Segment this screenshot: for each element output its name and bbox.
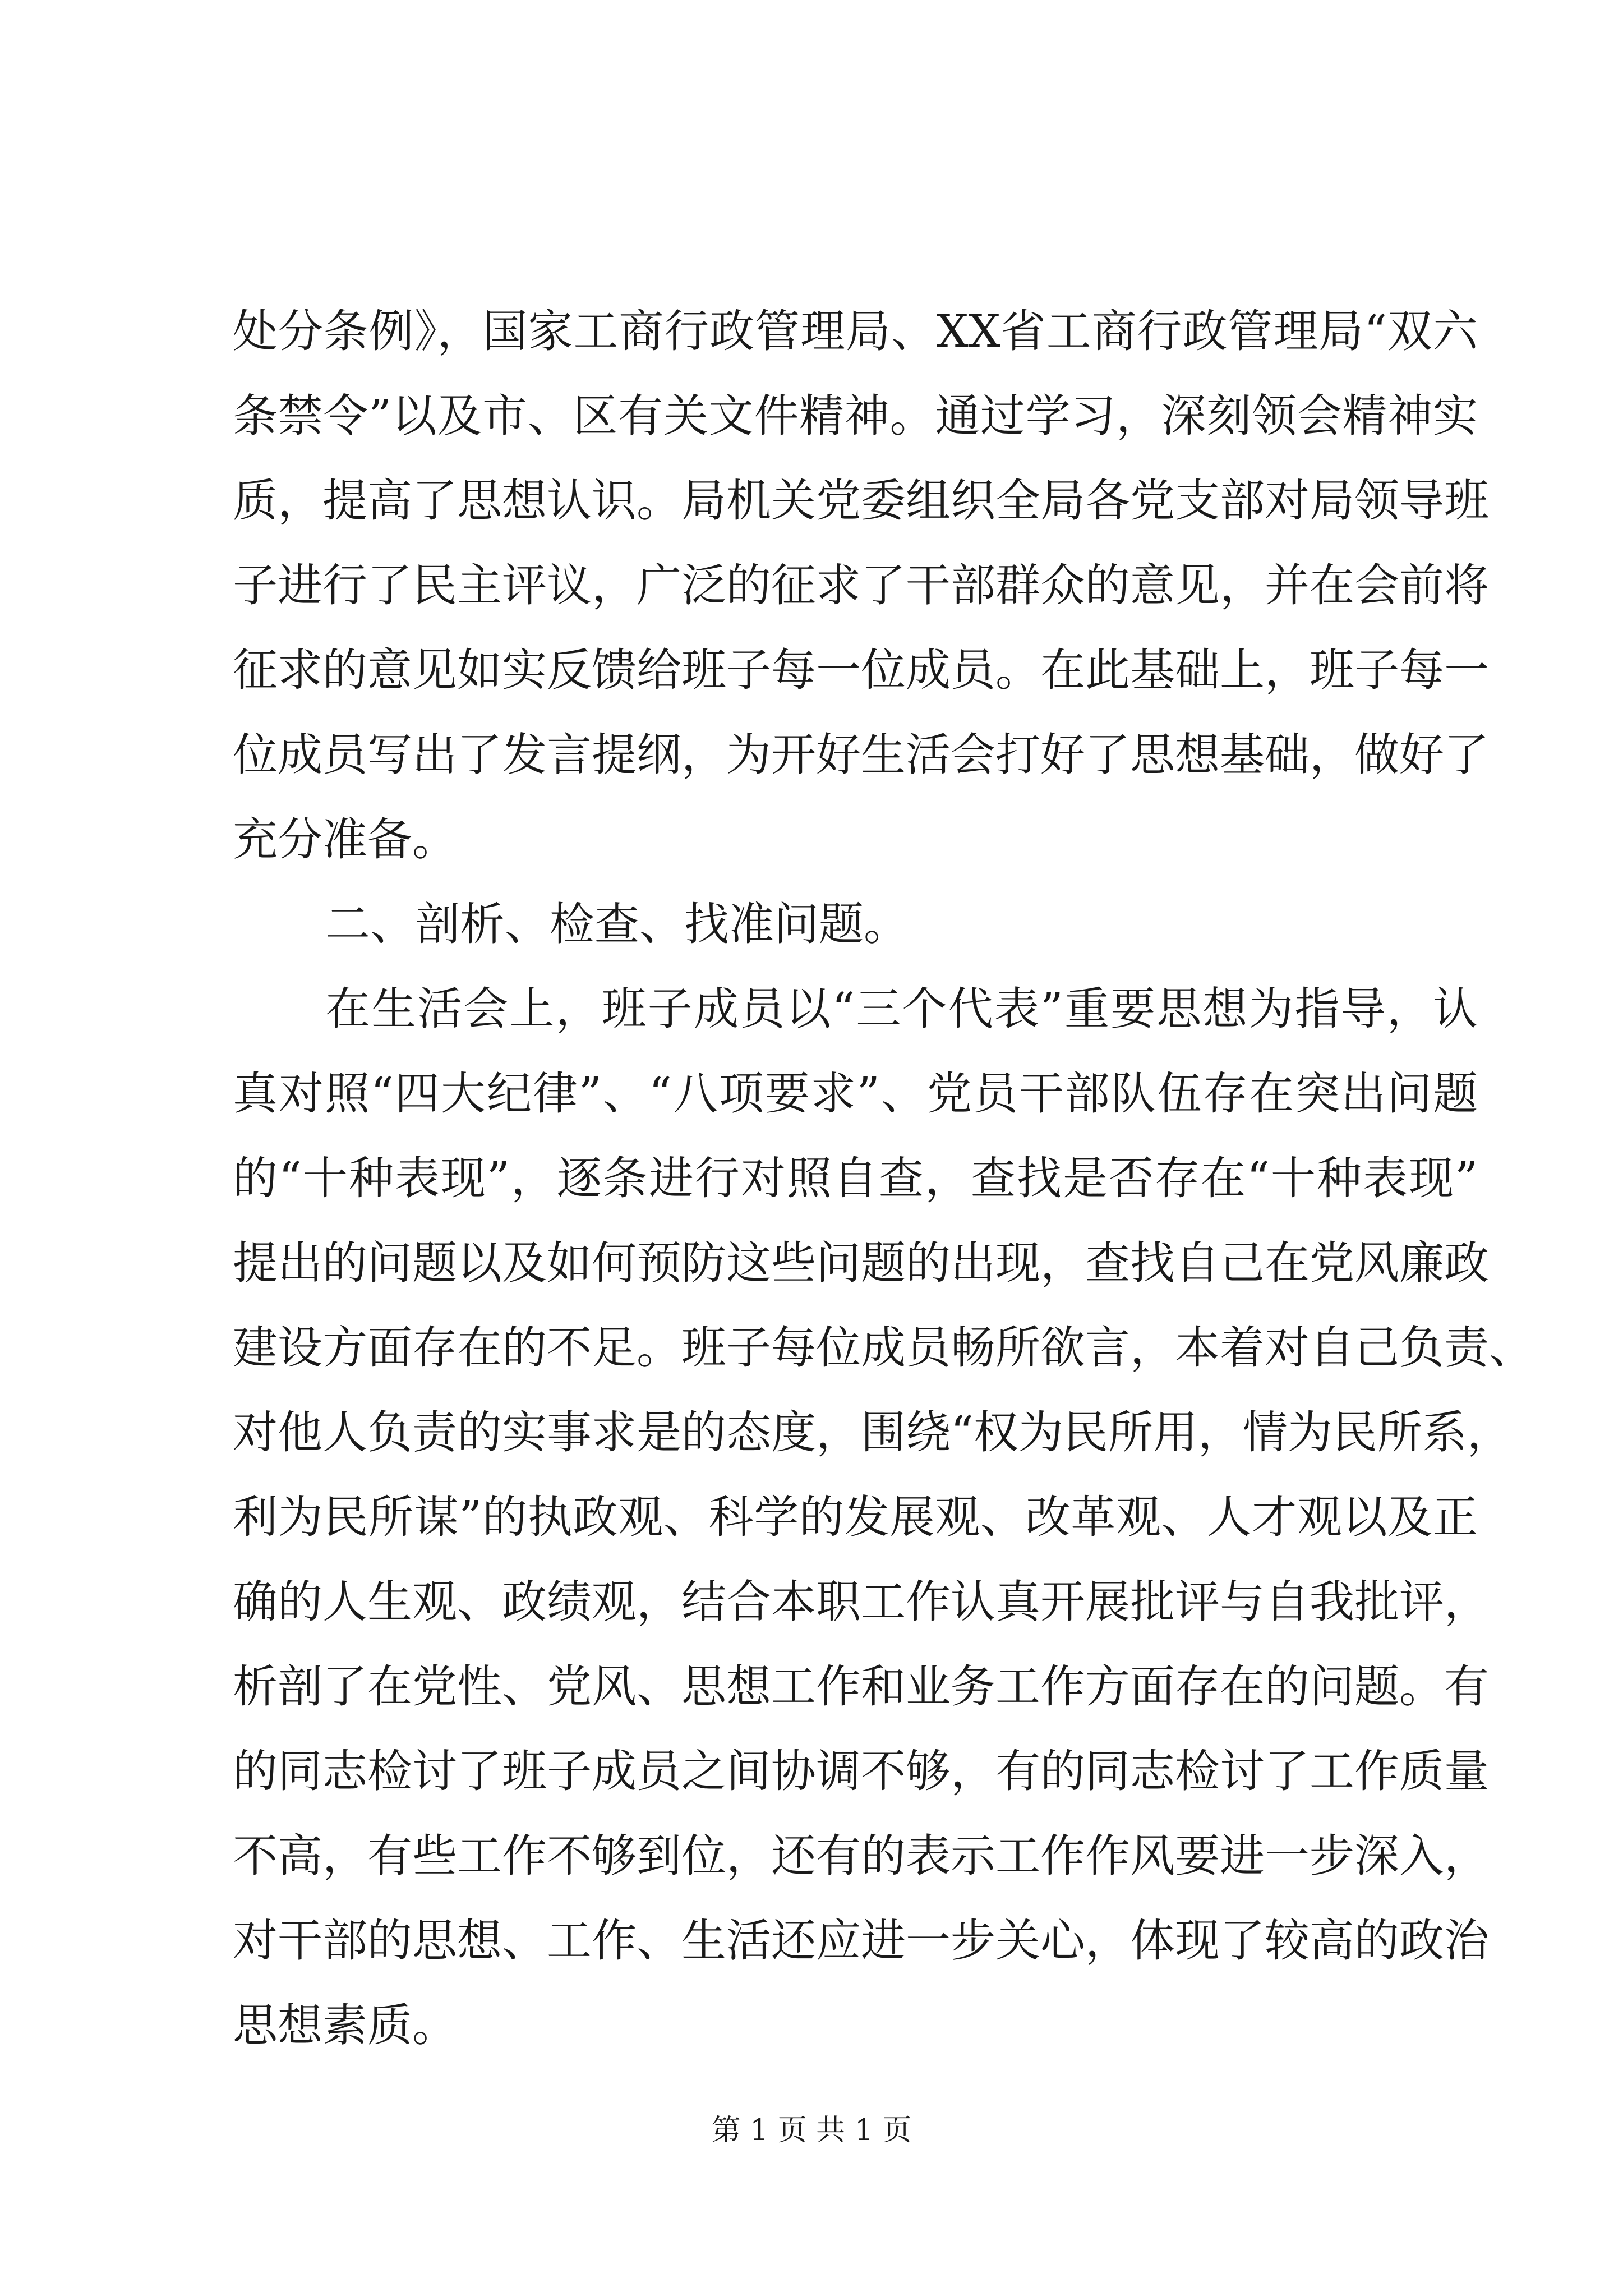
- text-line: 的“十种表现”，逐条进行对照自查，查找是否存在“十种表现”: [233, 1152, 1478, 1204]
- text-line: 位成员写出了发言提纲，为开好生活会打好了思想基础，做好了: [233, 729, 1489, 781]
- body-text: [233, 289, 1534, 2068]
- text-line: 确的人生观、政绩观，结合本职工作认真开展批评与自我批评，: [233, 1576, 1489, 1628]
- text-line: 真对照“四大纪律”、“八项要求”、党员干部队伍存在突出问题: [233, 1068, 1478, 1120]
- text-line: 充分准备。: [233, 813, 457, 866]
- text-line: 思想素质。: [233, 1999, 457, 2051]
- text-line: 利为民所谋”的执政观、科学的发展观、改革观、人才观以及正: [233, 1491, 1478, 1543]
- text-line: 对干部的思想、工作、生活还应进一步关心，体现了较高的政治: [233, 1915, 1489, 1967]
- text-line: 条禁令”以及市、区有关文件精神。通过学习，深刻领会精神实: [233, 390, 1478, 442]
- text-line: 质，提高了思想认识。局机关党委组织全局各党支部对局领导班: [233, 475, 1489, 527]
- text-line: 二、剖析、检查、找准问题。: [325, 898, 909, 950]
- text-line: 对他人负责的实事求是的态度，围绕“权为民所用，情为民所系，: [233, 1406, 1512, 1458]
- page-footer: 第 1 页 共 1 页: [711, 2114, 912, 2147]
- text-line: 提出的问题以及如何预防这些问题的出现，查找自己在党风廉政: [233, 1237, 1489, 1289]
- text-line: 处分条例》，国家工商行政管理局、XX省工商行政管理局“双六: [233, 305, 1478, 357]
- text-line: 子进行了民主评议，广泛的征求了干部群众的意见，并在会前将: [233, 559, 1489, 611]
- text-line: 的同志检讨了班子成员之间协调不够，有的同志检讨了工作质量: [233, 1745, 1489, 1797]
- text-line: 征求的意见如实反馈给班子每一位成员。在此基础上，班子每一: [233, 644, 1489, 696]
- text-line: 析剖了在党性、党风、思想工作和业务工作方面存在的问题。有: [233, 1660, 1489, 1713]
- text-line: 建设方面存在的不足。班子每位成员畅所欲言，本着对自己负责、: [233, 1322, 1534, 1374]
- text-line: 在生活会上，班子成员以“三个代表”重要思想为指导，认: [325, 983, 1478, 1035]
- text-line: 不高，有些工作不够到位，还有的表示工作作风要进一步深入，: [233, 1830, 1489, 1882]
